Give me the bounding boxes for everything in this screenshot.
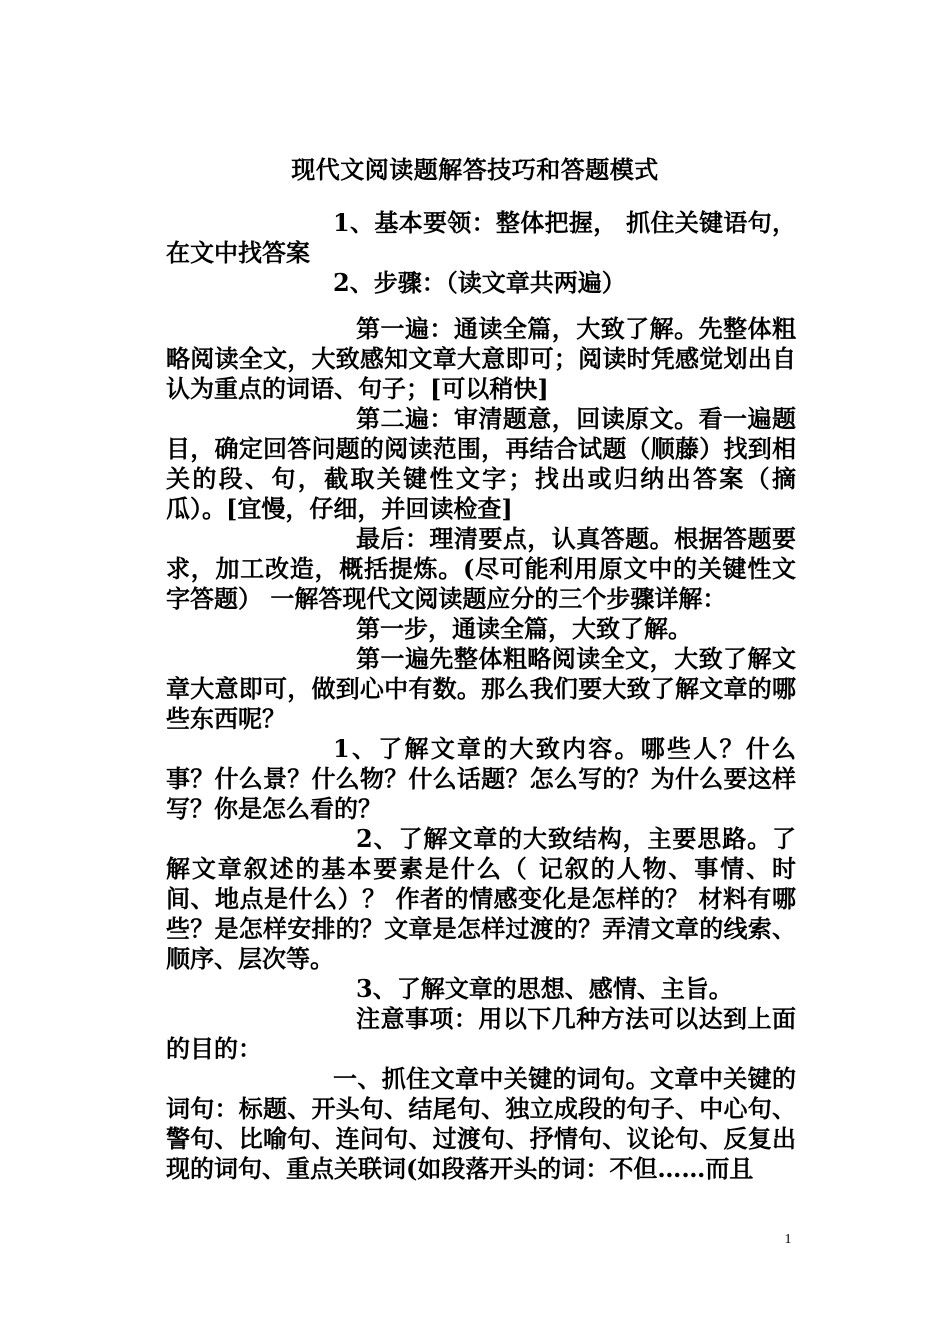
paragraph-key-sentences: 一、抓住文章中关键的词句。文章中关键的词句：标题、开头句、结尾句、独立成段的句子、中心句、警句、比喻句、连问句、过渡句、抒情句、议论句、反复出现的词句、重点关联词(如段落开头的词：不但……而且 <box>166 1064 796 1183</box>
paragraph-content: 1、了解文章的大致内容。哪些人？什么事？什么景？什么物？什么话题？怎么写的？为什么要这样写？你是怎么看的？ <box>166 734 796 823</box>
paragraph-notes: 注意事项：用以下几种方法可以达到上面的目的： <box>166 1004 796 1063</box>
paragraph-step-one-detail: 第一遍先整体粗略阅读全文，大致了解文章大意即可，做到心中有数。那么我们要大致了解文章的哪些东西呢？ <box>166 644 796 733</box>
paragraph-basic-principle: 1、基本要领：整体把握， 抓住关键语句，在文中找答案 <box>166 208 796 267</box>
paragraph-theme: 3、了解文章的思想、感情、主旨。 <box>356 974 733 1003</box>
paragraph-steps: 2、步骤：（读文章共两遍） <box>333 268 626 297</box>
document-title: 现代文阅读题解答技巧和答题模式 <box>291 155 659 184</box>
paragraph-second-pass: 第二遍：审清题意，回读原文。看一遍题目，确定回答问题的阅读范围，再结合试题（顺藤）找到相关的段、句，截取关键性文字；找出或归纳出答案（摘瓜）。[宜慢，仔细，并回读检查] <box>166 404 796 523</box>
paragraph-step-one: 第一步，通读全篇，大致了解。 <box>356 614 692 643</box>
paragraph-structure: 2、了解文章的大致结构，主要思路。了解文章叙述的基本要素是什么（ 记叙的人物、事情、时间、地点是什么）？ 作者的情感变化是怎样的？ 材料有哪些？是怎样安排的？文章是怎样过渡的？弄清文章的线索、顺序、层次等。 <box>166 824 796 973</box>
paragraph-first-pass: 第一遍：通读全篇，大致了解。先整体粗略阅读全文，大致感知文章大意即可；阅读时凭感觉划出自认为重点的词语、句子；[可以稍快] <box>166 314 796 403</box>
page-number: 1 <box>784 1232 792 1247</box>
paragraph-gap <box>166 298 796 314</box>
document-body <box>166 208 796 1184</box>
paragraph-final-step: 最后：理清要点，认真答题。根据答题要求，加工改造，概括提炼。(尽可能利用原文中的关键性文字答题） 一解答现代文阅读题应分的三个步骤详解： <box>166 524 796 613</box>
